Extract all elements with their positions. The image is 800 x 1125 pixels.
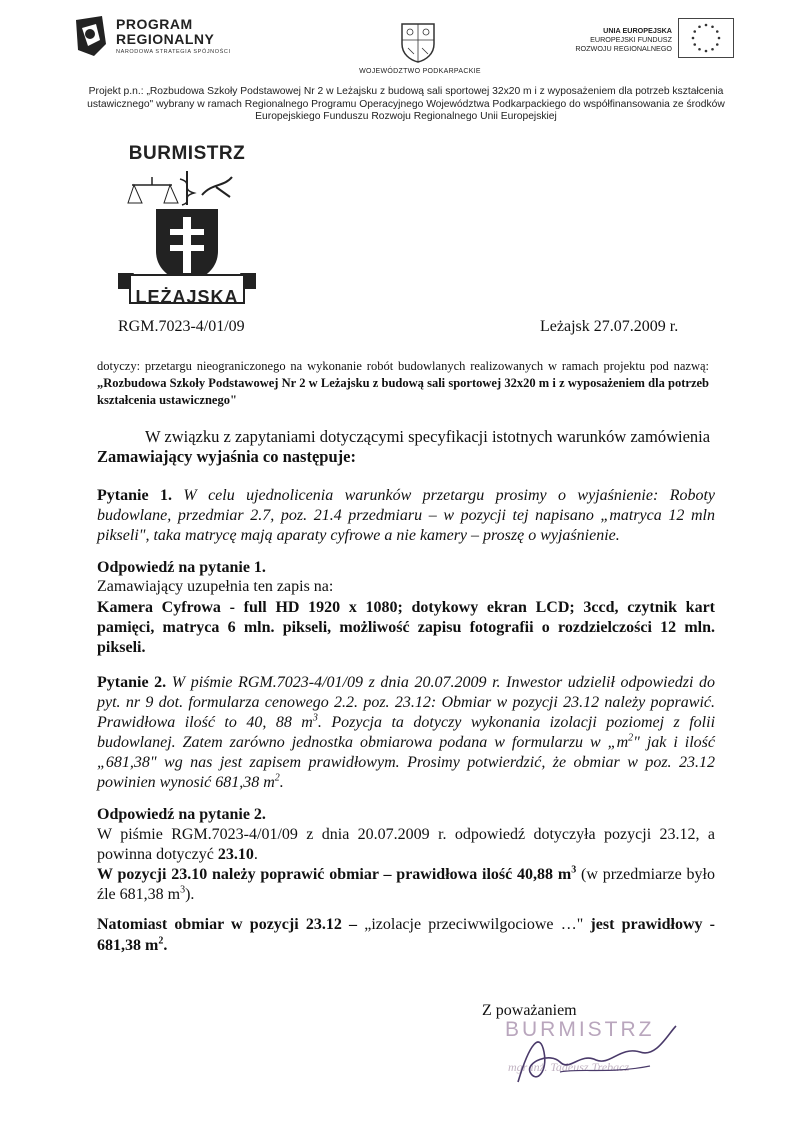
eu-star-icon (698, 48, 701, 51)
eu-line3: ROZWOJU REGIONALNEGO (575, 44, 672, 53)
intro-line2: Zamawiający wyjaśnia co następuje: (97, 447, 356, 466)
answer-2-text1-end: . (253, 846, 258, 863)
question-1-text: W celu ujednolicenia warunków przetargu prosimy o wyjaśnienie: Roboty budowlane, przedmiar 2.7, poz. 21.4 przedmiaru – w pozycji tej napisano „matryca 12 mln pikseli", taka matrycę mają aparaty cyfrowe a nie kamery – proszę o wyjaśnienie. (97, 487, 716, 544)
eu-flag-icon (678, 18, 734, 58)
eu-star-icon (693, 30, 696, 33)
intro-line1: W związku z zapytaniami dotyczącymi specyfikacji istotnych warunków zamówienia (145, 427, 711, 446)
letter-date: Leżajsk 27.07.2009 r. (540, 318, 679, 335)
program-regionalny-logo (72, 14, 262, 64)
sup-3-a: 3 (312, 712, 318, 724)
eu-star-icon (711, 48, 714, 51)
reference-number: RGM.7023-4/01/09 (118, 318, 245, 335)
final-statement (97, 914, 715, 956)
eu-star-icon (718, 37, 721, 40)
handwritten-signature (500, 1022, 700, 1092)
eu-text-block (540, 26, 672, 53)
program-tagline: NARODOWA STRATEGIA SPÓJNOŚCI (116, 49, 231, 55)
eu-line2: EUROPEJSKI FUNDUSZ (590, 35, 672, 44)
voivodeship-label: WOJEWÓDZTWO PODKARPACKIE (359, 68, 481, 75)
eu-star-icon (705, 24, 708, 27)
subject-title: „Rozbudowa Szkoły Podstawowej Nr 2 w Leżajsku z budową sali sportowej 32x20 m i z wyposażeniem dla potrzeb kształcenia ustawicznego" (97, 376, 709, 407)
sup-2-a: 2 (628, 732, 634, 744)
project-description: Projekt p.n.: „Rozbudowa Szkoły Podstawowej Nr 2 w Leżajsku z budową sali sportowej 32x20 m i z wyposażeniem dla potrzeb kształcenia ustawicznego" wybrany w ramach Regionalnego Programu Operacyjnego Województwa Podkarpackiego do współfinansowania ze środków Europejskiego Funduszu Rozwoju Regionalnego Unii Europejskiej (87, 86, 725, 122)
subject-paragraph (97, 358, 709, 409)
sup-2-c: 2 (158, 935, 164, 947)
answer-1-heading: Odpowiedź na pytanie 1. (97, 559, 266, 576)
eu-star-icon (716, 30, 719, 33)
eu-star-icon (693, 43, 696, 46)
subject-prefix: dotyczy: przetargu nieograniczonego na wykonanie robót budowlanych realizowanych w ramach projektu pod nazwą: (97, 359, 709, 373)
answer-2-position: 23.10 (217, 846, 254, 863)
eu-star-icon (692, 37, 695, 40)
eu-star-icon (716, 43, 719, 46)
sup-3-c: 3 (180, 884, 186, 896)
answer-1-specification: Kamera Cyfrowa - full HD 1920 x 1080; dotykowy ekran LCD; 3ccd, czytnik kart pamięci, matryca 6 mln. pikseli, możliwość zapisu fotografii o rozdzielczości 12 mln. pikseli. (97, 599, 715, 656)
stamp-title: BURMISTRZ (505, 1018, 655, 1041)
program-line1: PROGRAM (116, 16, 193, 32)
question-1-label: Pytanie 1. (97, 487, 172, 504)
final-quote: „izolacje przeciwwilgociowe …" (364, 916, 584, 933)
final-bold1: Natomiast obmiar w pozycji 23.12 – (97, 916, 365, 933)
sup-2-b: 2 (274, 772, 280, 784)
question-2-text-d: . (279, 774, 284, 791)
answer-2-text2-end: ). (185, 886, 195, 903)
emblem-title: BURMISTRZ (128, 143, 246, 164)
final-bold2: jest prawidłowy - 681,38 m (97, 916, 716, 954)
eu-star-icon (711, 25, 714, 28)
question-1 (97, 486, 715, 546)
question-2-label: Pytanie 2. (97, 674, 167, 691)
program-line2: REGIONALNY (116, 31, 215, 47)
answer-1-text: Zamawiający uzupełnia ten zapis na: (97, 578, 334, 595)
closing-salutation: Z poważaniem (482, 1002, 577, 1019)
question-2 (97, 673, 715, 793)
answer-2 (97, 825, 715, 905)
emblem-city: LEŻAJSKA (135, 287, 239, 307)
eu-star-icon (705, 50, 708, 53)
question-2-text-b: . Pozycja ta dotyczy wykonania izolacji poziomej z folii budowlanej. Zatem zarówno jednostka obmiarowa podana w formularzu w „m (97, 714, 716, 751)
sup-3-b: 3 (571, 864, 577, 876)
eu-star-icon (698, 25, 701, 28)
answer-2-text2: (w przedmiarze było źle 681,38 m (97, 866, 716, 903)
intro-paragraph (97, 427, 715, 467)
final-end: . (163, 937, 168, 954)
answer-2-text1: W piśmie RGM.7023-4/01/09 z dnia 20.07.2009 r. odpowiedź dotyczyła pozycji 23.12, a powinna dotyczyć (97, 826, 715, 863)
answer-2-correction: W pozycji 23.10 należy poprawić obmiar – prawidłowa ilość 40,88 m (97, 866, 572, 883)
answer-2-heading: Odpowiedź na pytanie 2. (97, 806, 266, 823)
eu-line1: UNIA EUROPEJSKA (603, 26, 672, 35)
podkarpackie-crest-icon (398, 20, 438, 64)
program-regionalny-emblem-icon (72, 14, 110, 58)
question-2-text-a: W piśmie RGM.7023-4/01/09 z dnia 20.07.2009 r. Inwestor udzielił odpowiedzi do pyt. nr 9 dot. formularza cenowego 2.2. poz. 23.12: Obmiar w pozycji 23.12 należy poprawić. Prawidłowa ilość to 40, 88 m (97, 674, 716, 731)
stamp-name: mgr inż. Tadeusz Trebacz (508, 1060, 630, 1074)
question-2-text-c: " jak i ilość „681,38" wg nas jest zapisem prawidłowym. Prosimy potwierdzić, że obmiar w poz. 23.12 powinien wynosić 681,38 m (97, 734, 715, 791)
